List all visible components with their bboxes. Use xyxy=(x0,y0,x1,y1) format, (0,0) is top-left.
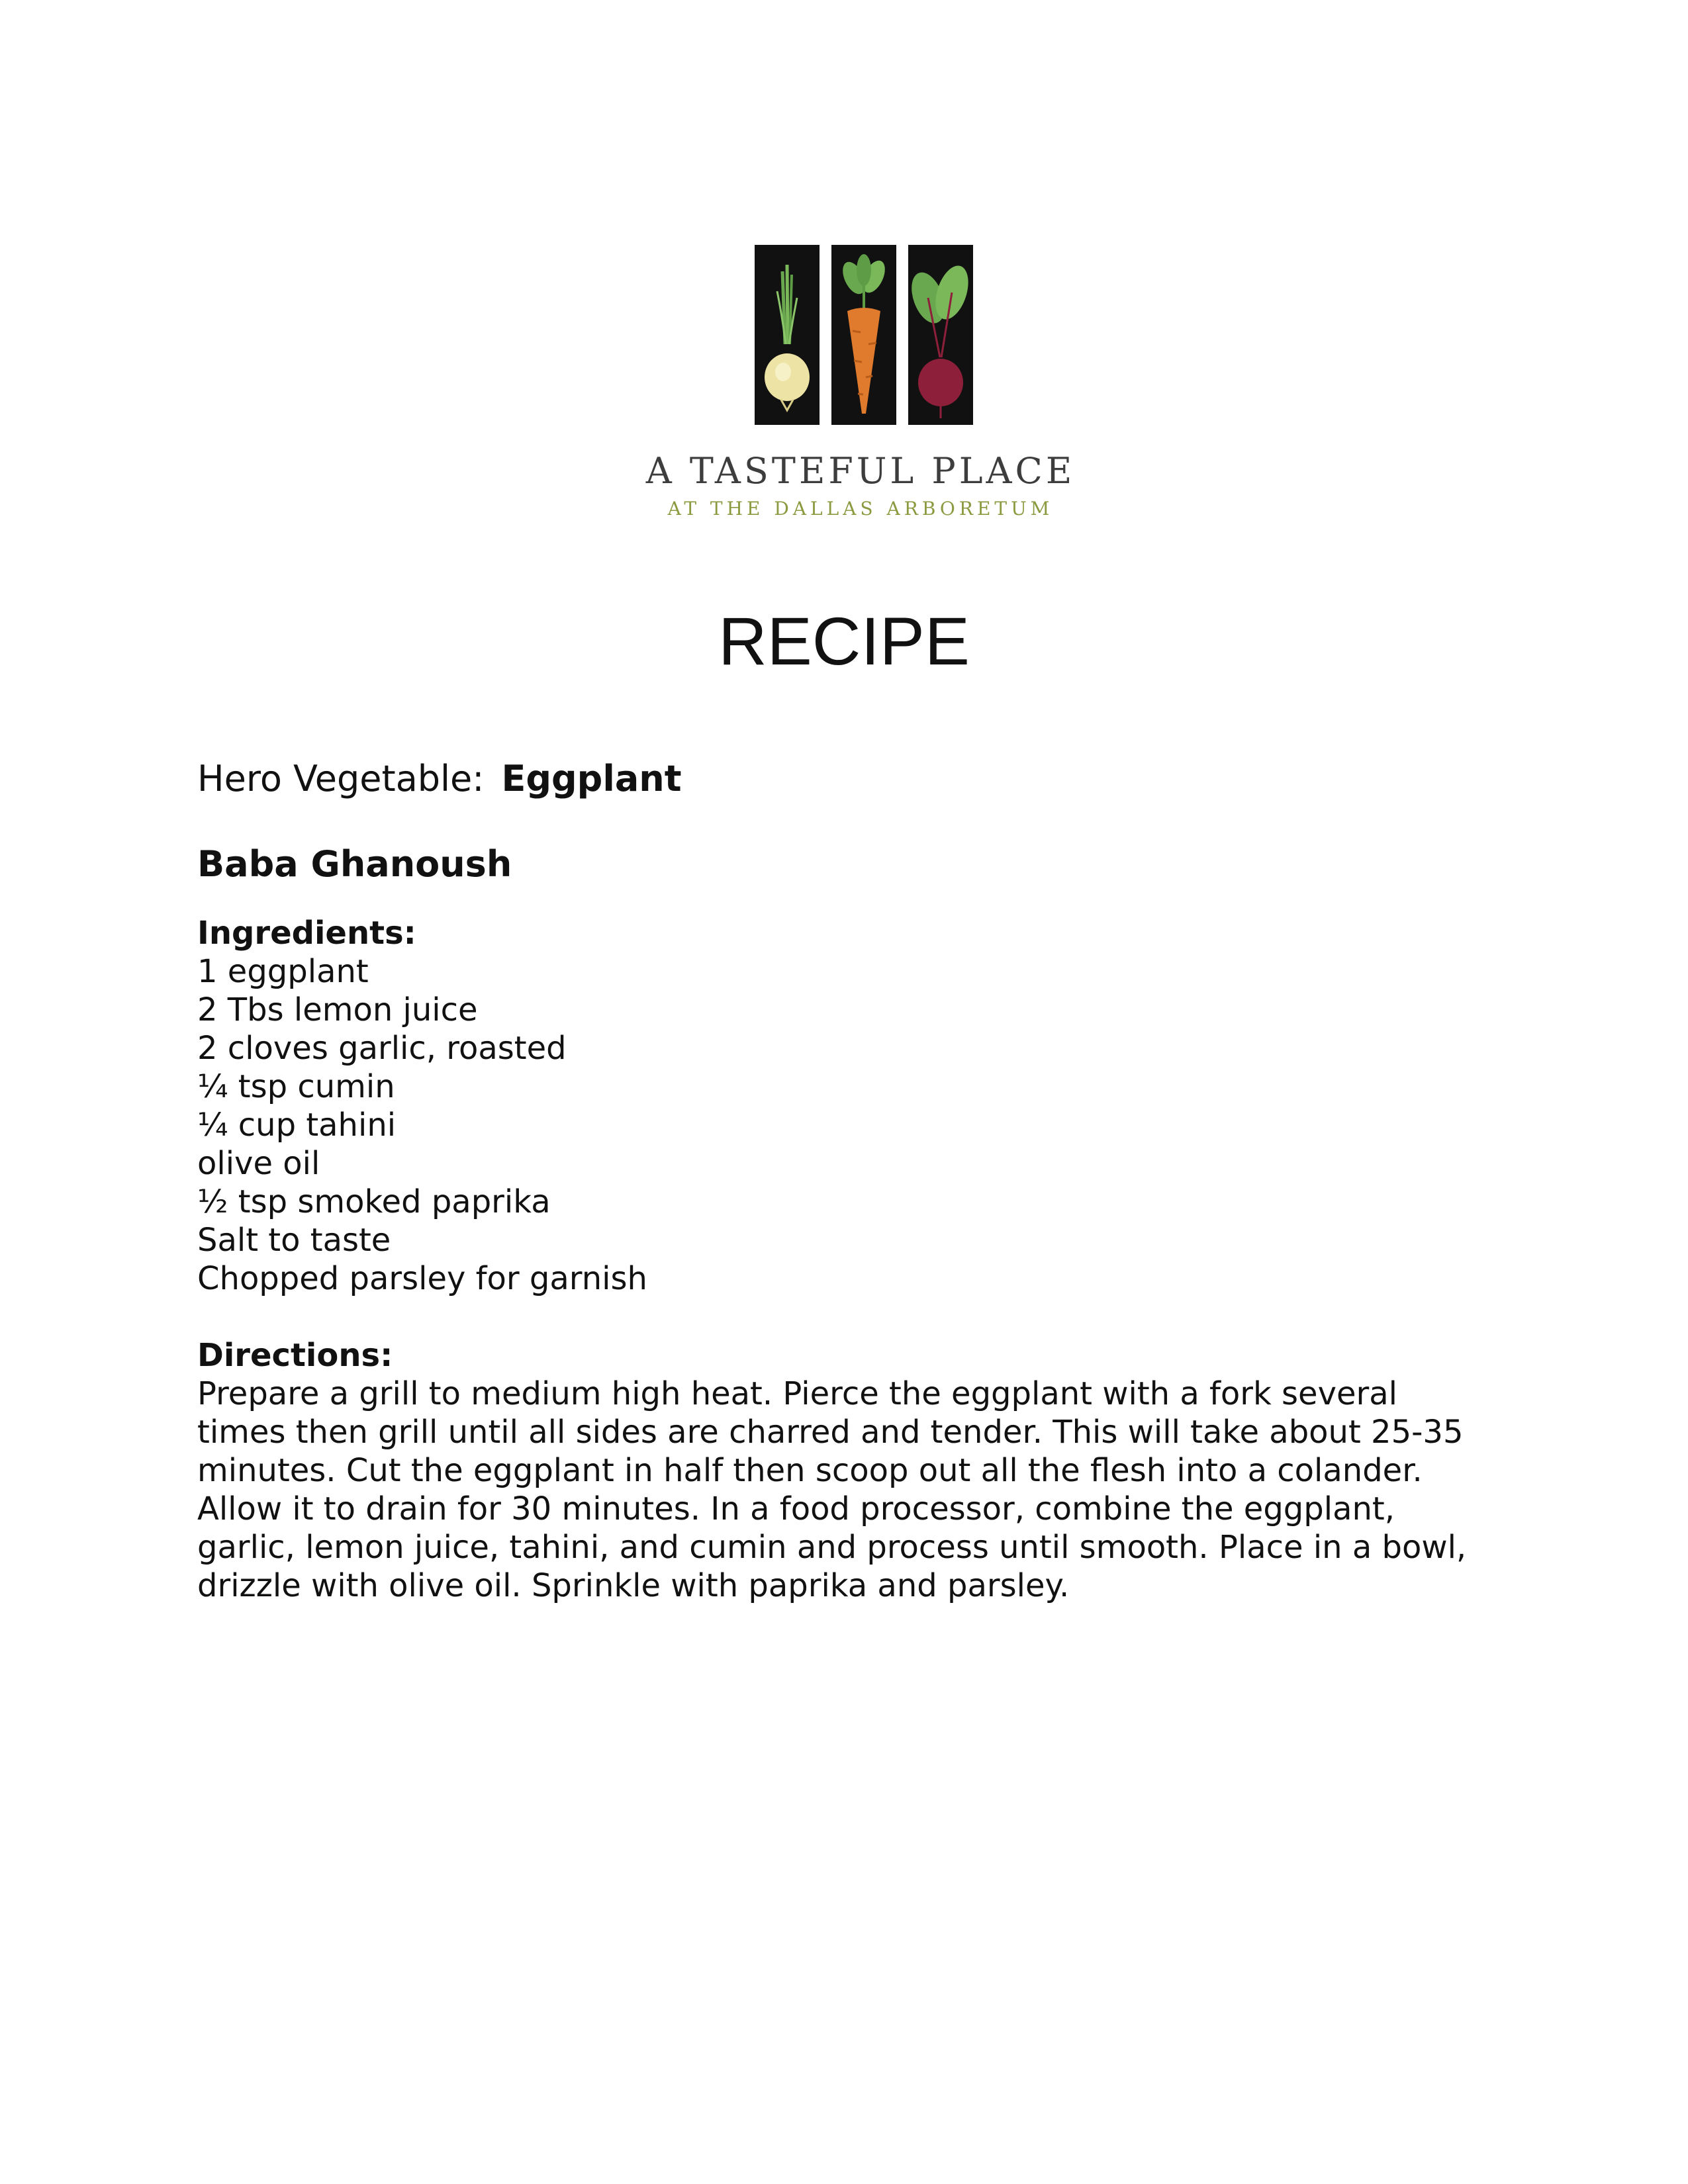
hero-vegetable-value: Eggplant xyxy=(501,758,682,799)
hero-vegetable-label: Hero Vegetable: xyxy=(197,758,485,799)
ingredient-item: 2 cloves garlic, roasted xyxy=(197,1030,567,1067)
directions-text: Prepare a grill to medium high heat. Pierce the eggplant with a fork several times then grill until all sides are charred and tender. This will take about 25-35 minutes. Cut the eggplant in half then scoop out all the flesh into a colander. Allow it to drain for 30 minutes. In a food processor, combine the eggplant, garlic, lemon juice, tahini, and cumin and process until smooth. Place in a bowl, drizzle with olive oil. Sprinkle with paprika and parsley. xyxy=(197,1375,1467,1604)
onion-icon xyxy=(755,245,820,425)
ingredients-heading: Ingredients: xyxy=(197,915,416,952)
document-title: RECIPE xyxy=(718,604,970,679)
ingredient-item: olive oil xyxy=(197,1145,320,1182)
ingredient-item: ¼ tsp cumin xyxy=(197,1068,395,1105)
directions-section xyxy=(197,1336,1495,1605)
ingredient-item: 1 eggplant xyxy=(197,953,369,990)
recipe-content xyxy=(197,758,1495,1605)
ingredients-section xyxy=(197,914,1495,1298)
ingredient-item: ¼ cup tahini xyxy=(197,1107,397,1144)
recipe-name: Baba Ghanoush xyxy=(197,843,512,885)
ingredient-item: ½ tsp smoked paprika xyxy=(197,1183,551,1220)
brand-name: A TASTEFUL PLACE xyxy=(645,450,1076,492)
ingredient-item: Salt to taste xyxy=(197,1222,391,1259)
directions-heading: Directions: xyxy=(197,1337,393,1374)
ingredient-list xyxy=(197,952,1495,1298)
brand-subtitle: AT THE DALLAS ARBORETUM xyxy=(667,498,1054,520)
brand-logo xyxy=(755,245,973,425)
beet-icon xyxy=(906,245,973,425)
hero-vegetable-line xyxy=(197,758,1495,799)
ingredient-item: Chopped parsley for garnish xyxy=(197,1260,647,1297)
carrot-icon xyxy=(831,245,896,425)
ingredient-item: 2 Tbs lemon juice xyxy=(197,991,478,1028)
